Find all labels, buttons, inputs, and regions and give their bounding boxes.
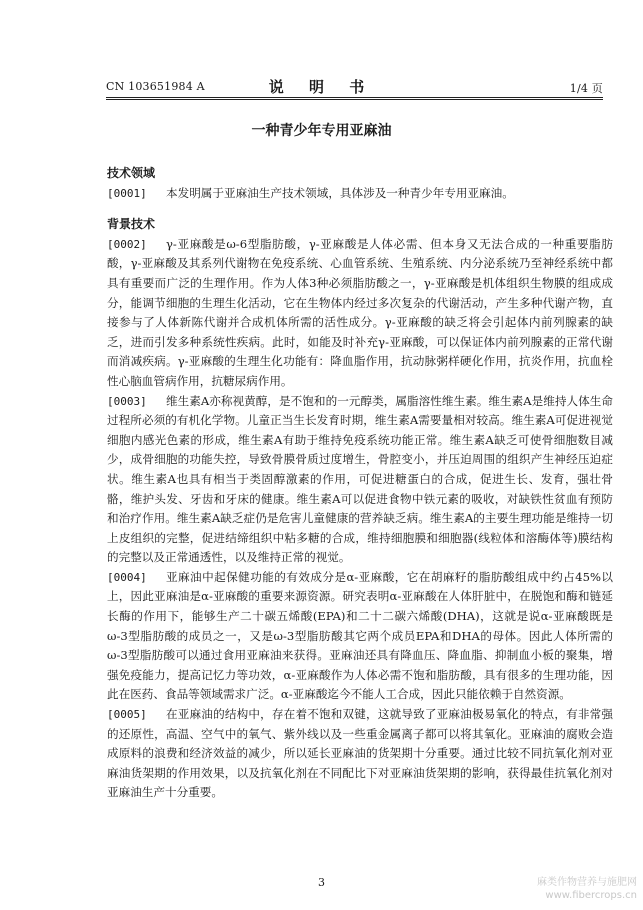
- publication-number: CN 103651984 A: [106, 80, 205, 93]
- paragraph: [107, 568, 613, 705]
- section-heading-field: 技术领域: [107, 166, 156, 180]
- paragraph-number: [0005]: [107, 708, 147, 722]
- header-rule: [106, 97, 603, 98]
- paragraph-text: 在亚麻油的结构中，存在着不饱和双键，这就导致了亚麻油极易氧化的特点，有非常强的还原性，高温、空气中的氧气、紫外线以及一些重金属离子都可以将其氧化。亚麻油的腐败会造成原料的浪费和经济效益的减少，所以延长亚麻油的货架期十分重要。通过比较不同抗氧化剂对亚麻油货架期的作用效果，以及抗氧化剂在不同配比下对亚麻油货架期的影响，获得最佳抗氧化剂对亚麻油生产十分重要。: [107, 707, 613, 800]
- watermark: [537, 876, 637, 902]
- paragraph: [107, 184, 613, 204]
- paragraph-number: [0001]: [107, 186, 147, 200]
- paragraph-text: 本发明属于亚麻油生产技术领域，具体涉及一种青少年专用亚麻油。: [166, 185, 514, 200]
- watermark-site-name: 麻类作物营养与施肥网: [537, 877, 637, 888]
- paragraph-text: 亚麻油中起保健功能的有效成分是α-亚麻酸，它在胡麻籽的脂肪酸组成中约占45%以上，因此亚麻油是α-亚麻酸的重要来源资源。研究表明α-亚麻酸在人体肝脏中，在脱饱和酶和链延长酶的作用下，能够生产二十碳五烯酸(EPA)和二十二碳六烯酸(DHA)，这就是说α-亚麻酸既是ω-3型脂肪酸的成员之一，又是ω-3型脂肪酸其它两个成员EPA和DHA的母体。因此人体所需的ω-3型脂肪酸可以通过食用亚麻油来获得。亚麻油还具有降血压、降血脂、抑制血小板的聚集，增强免疫能力，提高记忆力等功效，α-亚麻酸作为人体必需不饱和脂肪酸，具有很多的生理功能，因此在医药、食品等领域需求广泛。α-亚麻酸迄今不能人工合成，因此只能依赖于自然资源。: [107, 569, 613, 702]
- document-body: [107, 160, 613, 803]
- paragraph-text: γ-亚麻酸是ω-6型脂肪酸，γ-亚麻酸是人体必需、但本身又无法合成的一种重要脂肪酸，γ-亚麻酸及其系列代谢物在免疫系统、心血管系统、生殖系统、内分泌系统乃至神经系统中都具有重要而广泛的生理作用。作为人体3种必须脂肪酸之一，γ-亚麻酸是机体组织生物膜的组成成分，能调节细胞的生理生化活动，它在生物体内经过多次复杂的代谢活动，产生多种代谢产物，直接参与了人体新陈代谢并合成机体所需的活性成分。γ-亚麻酸的缺乏将会引起体内前列腺素的缺乏，进而引发多种系统性疾病。此时，如能及时补充γ-亚麻酸，可以保证体内前列腺素的正常代谢而消减疾病。γ-亚麻酸的生理生化功能有：降血脂作用，抗动脉粥样硬化作用，抗炎作用，抗血栓性心脑血管病作用，抗糖尿病作用。: [107, 236, 613, 388]
- paragraph: [107, 392, 613, 568]
- page-number: 3: [318, 876, 325, 889]
- paragraph-number: [0003]: [107, 394, 147, 408]
- document-type: 说 明 书: [268, 78, 375, 96]
- page-reference: 1/4 页: [569, 82, 603, 95]
- paragraph-number: [0004]: [107, 570, 147, 584]
- section-heading-background: 背景技术: [107, 217, 156, 232]
- paragraph-text: 维生素A亦称视黄醇，是不饱和的一元醇类，属脂溶性维生素。维生素A是维持人体生命过程所必须的有机化学物。儿童正当生长发育时期，维生素A需要量相对较高。维生素A可促进视觉细胞内感光色素的形成，维生素A有助于维持免疫系统功能正常。维生素A缺乏可使骨细胞数目减少，成骨细胞的功能失控，导致骨膜骨质过度增生，骨腔变小，并压迫周围的组织产生神经压迫症状。维生素A也具有相当于类固醇激素的作用，可促进糖蛋白的合成，促进生长、发育，强壮骨骼，维护头发、牙齿和牙床的健康。维生素A可以促进食物中铁元素的吸收，对缺铁性贫血有预防和治疗作用。维生素A缺乏症仍是危害儿童健康的营养缺乏病。维生素A的主要生理功能是维持一切上皮组织的完整，促进结缔组织中粘多糖的合成，维持细胞膜和细胞器(线粒体和溶酶体等)膜结构的完整以及正常通透性，以及维持正常的视觉。: [107, 393, 613, 565]
- watermark-url: www.fibercrops.cn: [545, 890, 637, 901]
- paragraph-number: [0002]: [107, 237, 147, 251]
- header-rule-thin: [106, 99, 603, 100]
- paragraph: [107, 705, 613, 803]
- paragraph: [107, 235, 613, 392]
- document-title: 一种青少年专用亚麻油: [251, 123, 392, 139]
